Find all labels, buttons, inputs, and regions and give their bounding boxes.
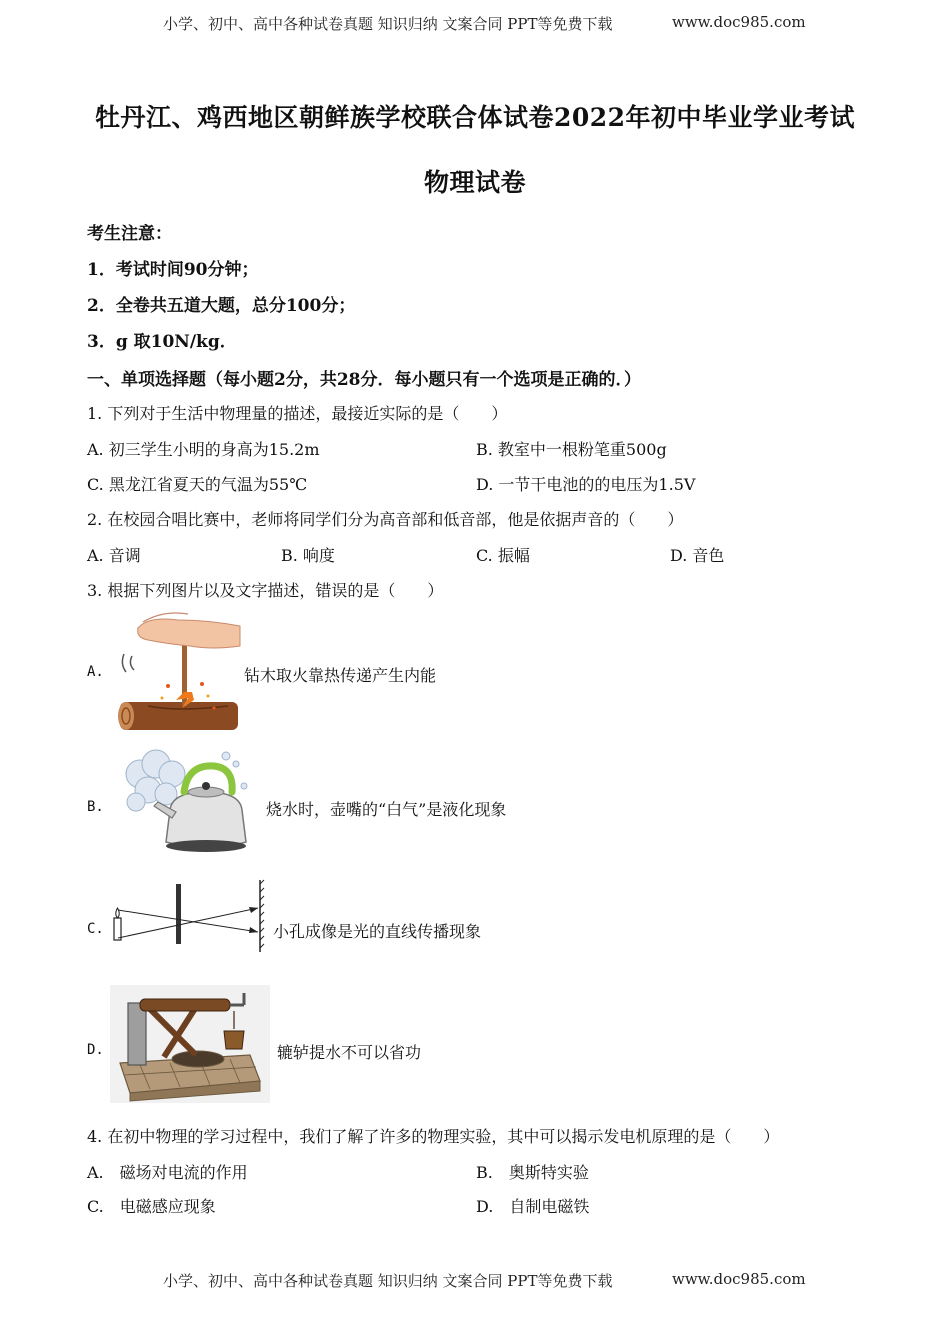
option-a: A. 磁场对电流的作用 xyxy=(87,1163,248,1182)
option-c: C. 振幅 xyxy=(476,546,530,565)
footer-text: 小学、初中、高中各种试卷真题 知识归纳 文案合同 PPT等免费下载 xyxy=(163,1272,613,1290)
option-a: A. 音调 xyxy=(87,546,141,565)
option-d: D. 一节干电池的的电压为1.5V xyxy=(476,475,696,494)
notice-heading: 考生注意： xyxy=(87,224,172,244)
windlass-well-image xyxy=(110,985,270,1103)
page-title: 牡丹江、鸡西地区朝鲜族学校联合体试卷2022年初中毕业学业考试 xyxy=(94,103,856,132)
question-stem: 4. 在初中物理的学习过程中，我们了解了许多的物理实验，其中可以揭示发电机原理的是（ ） xyxy=(87,1127,780,1146)
notice-item: 3．g 取10N/kg． xyxy=(87,332,237,352)
option-b: B. 奥斯特实验 xyxy=(476,1163,589,1182)
option-b: B. 教室中一根粉笔重500g xyxy=(476,440,667,459)
option-a: A. 初三学生小明的身高为15.2m xyxy=(87,440,320,459)
option-a-text: 钻木取火靠热传递产生内能 xyxy=(244,666,437,685)
page-subtitle: 物理试卷 xyxy=(423,168,526,197)
option-d-label: D. xyxy=(87,1042,104,1058)
option-b-text: 烧水时，壶嘴的“白气”是液化现象 xyxy=(266,800,507,819)
option-d-text: 辘轳提水不可以省功 xyxy=(277,1043,422,1062)
pinhole-imaging-diagram xyxy=(110,878,266,954)
option-d: D. 音色 xyxy=(670,546,725,565)
option-a-label: A. xyxy=(87,664,104,680)
option-b-label: B. xyxy=(87,799,104,815)
option-b: B. 响度 xyxy=(281,546,335,565)
option-c-label: C. xyxy=(87,921,104,937)
notice-item: 1．考试时间90分钟； xyxy=(87,260,259,280)
kettle-steam-image xyxy=(118,744,258,856)
question-stem: 1. 下列对于生活中物理量的描述，最接近实际的是（ ） xyxy=(87,404,508,423)
header-text: 小学、初中、高中各种试卷真题 知识归纳 文案合同 PPT等免费下载 xyxy=(163,15,613,33)
question-stem: 3. 根据下列图片以及文字描述，错误的是（ ） xyxy=(87,581,444,600)
option-c: C. 黑龙江省夏天的气温为55℃ xyxy=(87,475,308,494)
notice-item: 2．全卷共五道大题，总分100分； xyxy=(87,296,356,316)
option-c: C. 电磁感应现象 xyxy=(87,1197,216,1216)
option-d: D. 自制电磁铁 xyxy=(476,1197,590,1216)
footer-site-link[interactable]: www.doc985.com xyxy=(672,1270,806,1288)
option-c-text: 小孔成像是光的直线传播现象 xyxy=(273,922,482,941)
drill-wood-fire-image xyxy=(118,606,243,732)
header-site-link[interactable]: www.doc985.com xyxy=(672,13,806,31)
question-stem: 2. 在校园合唱比赛中，老师将同学们分为高音部和低音部，他是依据声音的（ ） xyxy=(87,510,684,529)
section-heading: 一、单项选择题（每小题2分，共28分．每小题只有一个选项是正确的．） xyxy=(87,370,641,390)
